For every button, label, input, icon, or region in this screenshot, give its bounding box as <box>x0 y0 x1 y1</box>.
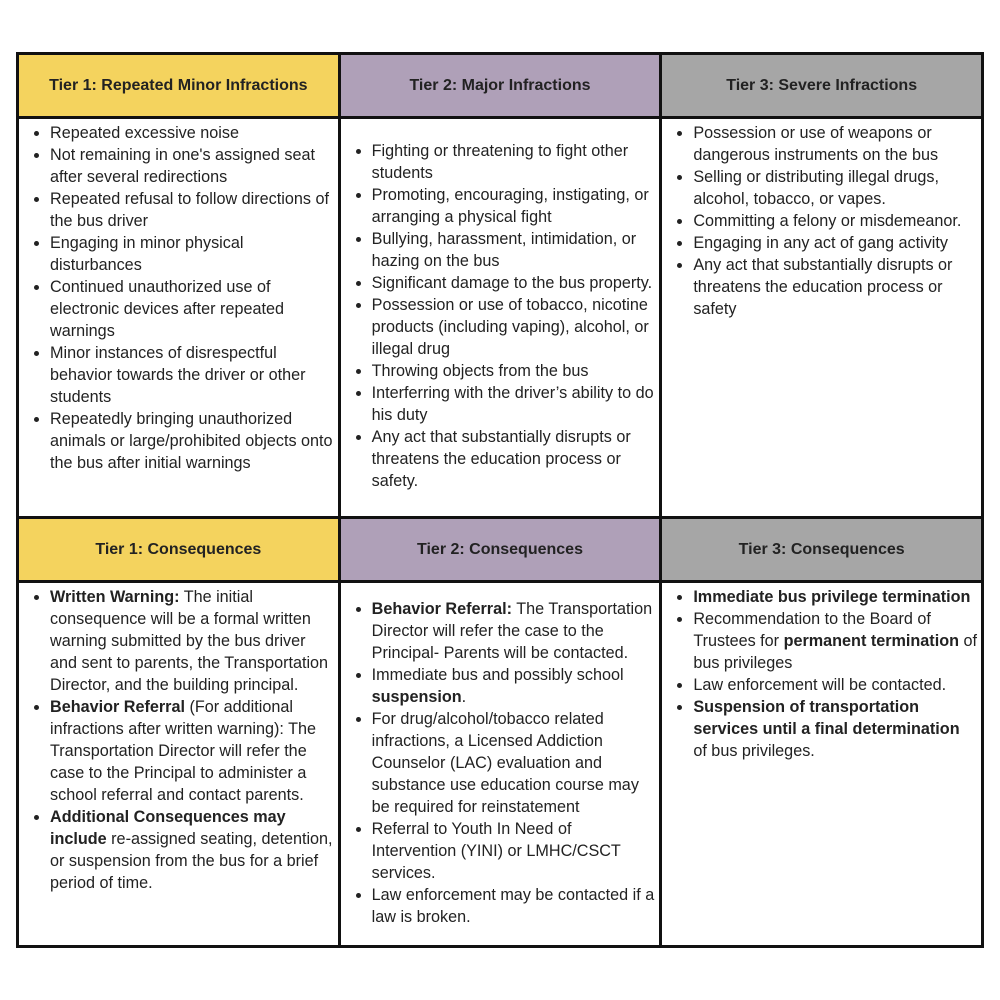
text: of bus privileges. <box>693 742 815 760</box>
text: Engaging in minor physical disturbances <box>50 234 244 274</box>
text: Promoting, encouraging, instigating, or arranging a physical fight <box>371 186 649 226</box>
list-item <box>372 360 656 382</box>
list-item <box>372 426 656 492</box>
list-item <box>372 884 656 928</box>
text: re-assigned seating, detention, or suspension from the bus for a brief period of time. <box>50 830 333 892</box>
list-item <box>693 608 977 674</box>
text: . <box>461 687 467 706</box>
text: Repeatedly bringing unauthorized animals or large/prohibited objects onto the bus after initial warnings <box>50 410 333 472</box>
list-item <box>50 144 334 188</box>
list-item <box>50 232 334 276</box>
tier1-infractions-list <box>19 122 334 474</box>
list-item <box>50 342 334 408</box>
tier3-infractions-list <box>662 122 977 320</box>
text: Possession or use of tobacco, nicotine products (including vaping), alcohol, or illegal drug <box>371 296 649 358</box>
bold-text: Written Warning: <box>50 588 180 606</box>
list-item <box>372 818 656 884</box>
text: Selling or distributing illegal drugs, alcohol, tobacco, or vapes. <box>693 168 939 208</box>
text: The initial consequence will be a formal written warning submitted by the bus driver and sent to parents, the Transportation Director, and the building principal. <box>50 588 329 694</box>
text: Any act that substantially disrupts or threatens the education process or safety <box>693 256 953 318</box>
text: Repeated refusal to follow directions of the bus driver <box>50 190 329 230</box>
text: Significant damage to the bus property. <box>371 274 653 292</box>
text: of bus privileges <box>693 632 977 672</box>
tier3-consequences-header: Tier 3: Consequences <box>661 518 983 582</box>
text: Engaging in any act of gang activity <box>693 234 948 252</box>
list-item <box>50 276 334 342</box>
consequences-header-row <box>18 518 983 582</box>
list-item <box>372 140 656 184</box>
list-item <box>50 408 334 474</box>
list-item <box>372 382 656 426</box>
list-item <box>372 272 656 294</box>
bold-text: permanent termination <box>783 632 959 650</box>
list-item <box>693 122 977 166</box>
text: Recommendation to the Board of Trustees for <box>693 610 931 650</box>
list-item <box>50 806 334 894</box>
bold-text: Behavior Referral <box>50 698 185 716</box>
bold-text: suspension <box>371 687 462 706</box>
list-item <box>693 586 977 608</box>
list-item <box>372 184 656 228</box>
bold-text: Suspension of transportation services until a final determination <box>693 698 960 738</box>
list-item <box>372 294 656 360</box>
tier2-consequences-list <box>341 598 656 928</box>
list-item <box>693 254 977 320</box>
text: Law enforcement will be contacted. <box>693 676 947 694</box>
tier3-consequences-list <box>662 586 977 762</box>
text: (For additional infractions after written warning): The Transportation Director will refer the case to the Principal to administer a school referral and contact parents. <box>50 698 317 804</box>
list-item <box>372 228 656 272</box>
text: Interferring with the driver’s ability to do his duty <box>371 384 654 424</box>
consequences-row <box>18 582 983 947</box>
list-item <box>50 696 334 806</box>
list-item <box>693 696 977 762</box>
tier1-infractions-header: Tier 1: Repeated Minor Infractions <box>18 54 340 118</box>
tier3-infractions-header: Tier 3: Severe Infractions <box>661 54 983 118</box>
text: Throwing objects from the bus <box>371 362 589 380</box>
tier1-consequences-header: Tier 1: Consequences <box>18 518 340 582</box>
text: For drug/alcohol/tobacco related infractions, a Licensed Addiction Counselor (LAC) evaluation and substance use education course may be required for reinstatement <box>371 709 639 816</box>
list-item <box>693 674 977 696</box>
text: Committing a felony or misdemeanor. <box>693 212 962 230</box>
text: Immediate bus and possibly school <box>371 665 624 684</box>
infractions-row <box>18 118 983 518</box>
text: Not remaining in one's assigned seat after several redirections <box>50 146 315 186</box>
list-item <box>372 598 656 664</box>
tier1-consequences-list <box>19 586 334 894</box>
text: Fighting or threatening to fight other students <box>371 142 629 182</box>
list-item <box>50 188 334 232</box>
text: Repeated excessive noise <box>50 124 239 142</box>
text: The Transportation Director will refer the case to the Principal- Parents will be contacted. <box>371 599 653 662</box>
tier2-infractions-header: Tier 2: Major Infractions <box>339 54 661 118</box>
text: Minor instances of disrespectful behavior towards the driver or other students <box>50 344 306 406</box>
tier-discipline-table <box>16 52 984 948</box>
bold-text: Immediate bus privilege termination <box>693 588 971 606</box>
text: Referral to Youth In Need of Intervention (YINI) or LMHC/CSCT services. <box>371 819 621 882</box>
tier2-infractions-list <box>341 140 656 492</box>
list-item <box>693 166 977 210</box>
infractions-header-row <box>18 54 983 118</box>
list-item <box>372 708 656 818</box>
text: Law enforcement may be contacted if a law is broken. <box>371 885 655 926</box>
bold-text: Behavior Referral: <box>371 599 513 618</box>
list-item <box>50 586 334 696</box>
text: Possession or use of weapons or dangerous instruments on the bus <box>693 124 939 164</box>
list-item <box>50 122 334 144</box>
text: Any act that substantially disrupts or threatens the education process or safety. <box>371 428 631 490</box>
list-item <box>693 210 977 232</box>
list-item <box>693 232 977 254</box>
list-item <box>372 664 656 708</box>
text: Continued unauthorized use of electronic devices after repeated warnings <box>50 278 284 340</box>
tier2-consequences-header: Tier 2: Consequences <box>339 518 661 582</box>
bold-text: Additional Consequences may include <box>50 808 286 848</box>
text: Bullying, harassment, intimidation, or hazing on the bus <box>371 230 637 270</box>
